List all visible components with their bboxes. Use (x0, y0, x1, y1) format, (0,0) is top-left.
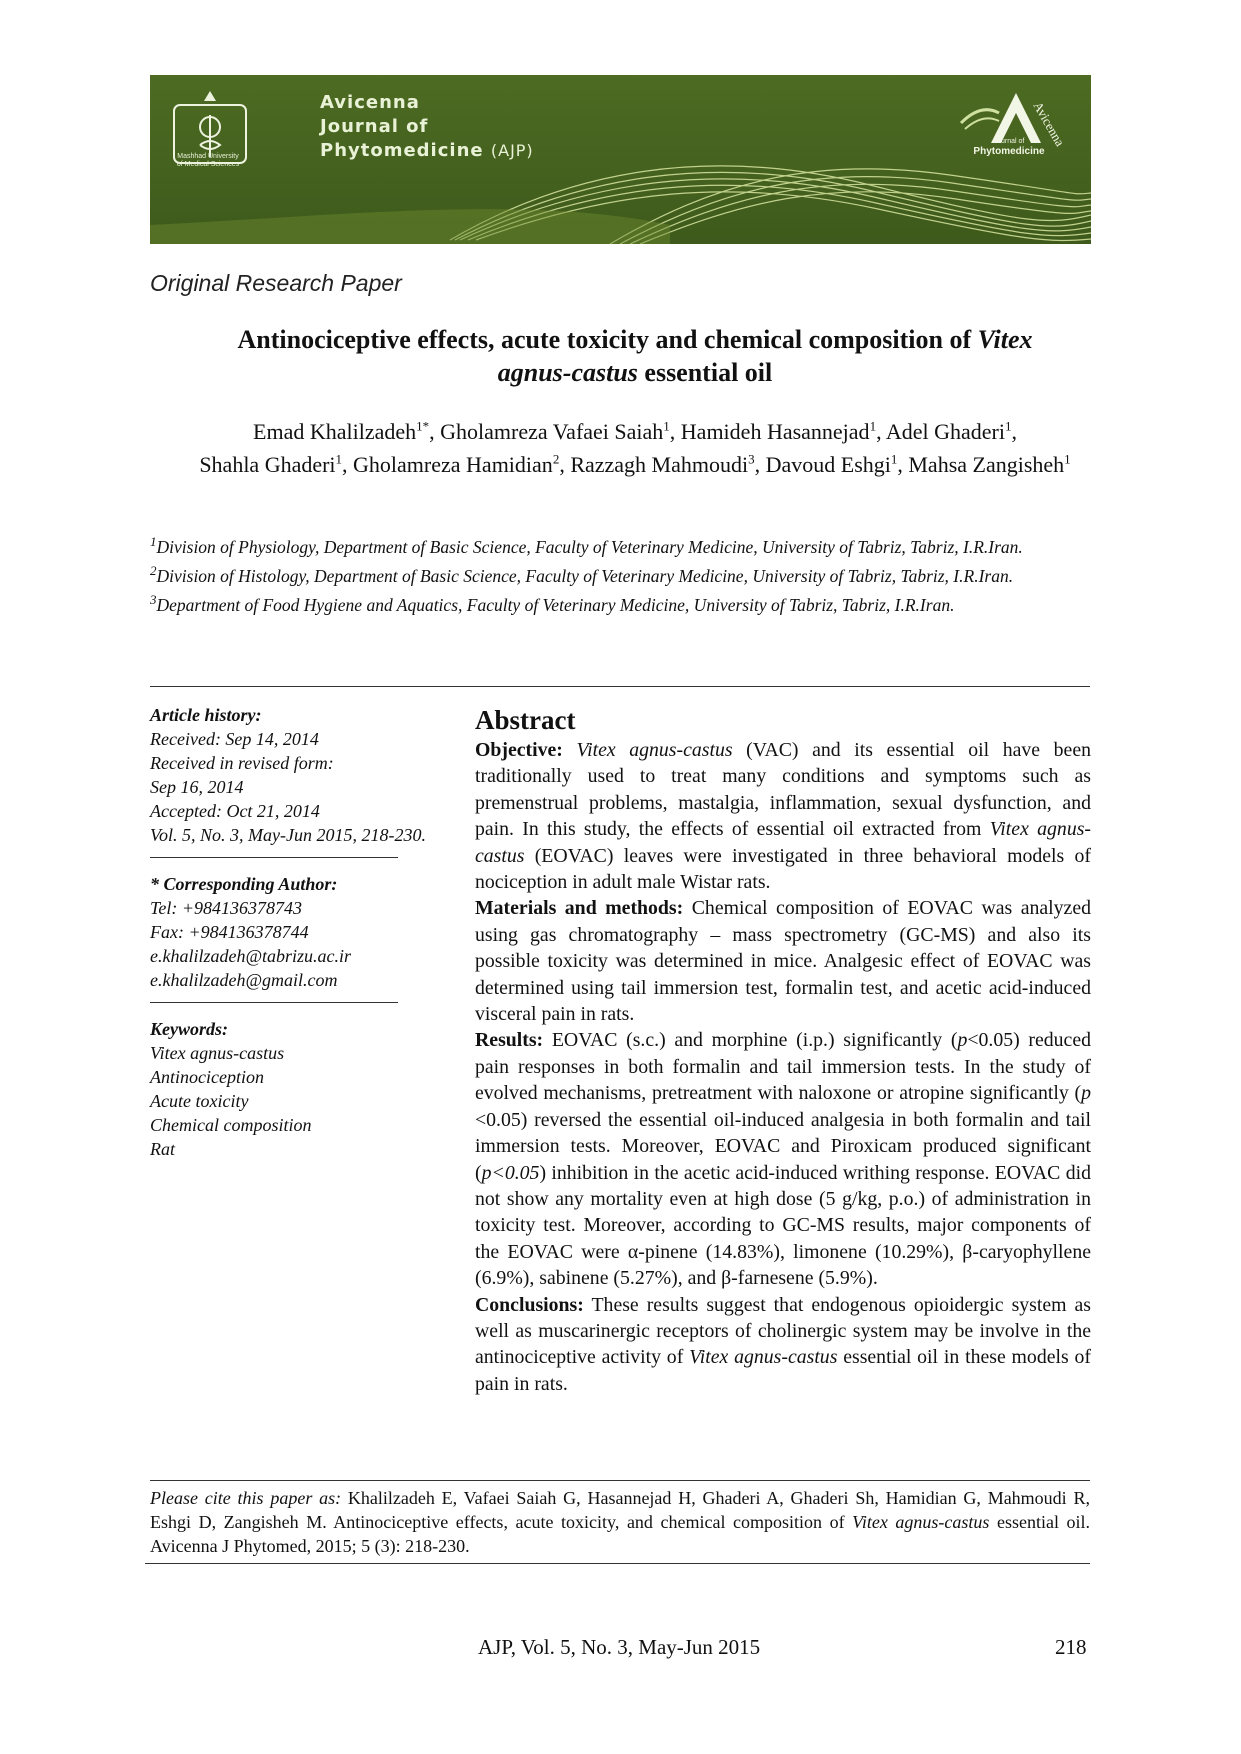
article-history: Article history: Received: Sep 14, 2014 Received in revised form: Sep 16, 2014 Accepted: Oct 21, 2014 Vol. 5, No. 3, May-Jun 2015, 218-230. (150, 705, 426, 845)
author: Emad Khalilzadeh$^{1*}$, (253, 419, 441, 445)
email[interactable]: e.khalilzadeh@gmail.com (150, 970, 338, 990)
citation: Please cite this paper as: Khalilzadeh E, Vafaei Saiah G, Hasannejad H, Ghaderi A, Ghaderi Sh, Hamidian G, Mahmoudi R, Eshgi D, Zangisheh M. Antinociceptive effects, acute toxicity, and chemical composition of Vitex agnus-castus essential oil. Avicenna J Phytomed, 2015; 5 (3): 218-230. (150, 1488, 1091, 1556)
sidebar-divider (150, 1002, 398, 1003)
abstract-conclusions: Conclusions: These results suggest that endogenous opioidergic system as well as muscarinergic receptors of cholinergic system may be involve in the antinociceptive activity of Vitex agnus-castus essential oil in these models of pain in rats. (475, 1293, 1091, 1395)
email[interactable]: e.khalilzadeh@tabrizu.ac.ir (150, 946, 352, 966)
right-logo-text: Journal of Phytomedicine (973, 138, 1045, 157)
abstract-results: Results: EOVAC (s.c.) and morphine (i.p.) significantly (p<0.05) reduced pain responses in both formalin and tail immersion tests. In the study of evolved mechanisms, pretreatment with naloxone or atropine significantly (p <0.05) reversed the essential oil-induced analgesia in both formalin and tail immersion tests. Moreover, EOVAC and Piroxicam produced significant (p<0.05) inhibition in the acetic acid-induced writhing response. EOVAC did not show any mortality even at high dose (5 g/kg, p.o.) of administration in toxicity test. Moreover, according to GC-MS results, major components of the EOVAC were α-pinene (14.83%), limonene (10.29%), β-caryophyllene (6.9%), sabinene (5.27%), and β-farnesene (5.9%). (475, 1029, 1092, 1290)
affiliation: $^1$Division of Physiology, Department of Basic Science, Faculty of Veterinary Medicine, University of Tabriz, Tabriz, I.R.Iran. (150, 534, 1023, 557)
affiliation: $^3$Department of Food Hygiene and Aquatics, Faculty of Veterinary Medicine, University of Tabriz, Tabriz, I.R.Iran. (150, 591, 955, 615)
author: Gholamreza Hamidian$^2$, (353, 451, 571, 477)
footer-journal: AJP, Vol. 5, No. 3, May-Jun 2015 (478, 1635, 761, 1659)
paper-title: Antinociceptive effects, acute toxicity and chemical composition of Vitex agnus-castus essential oil (237, 325, 1033, 387)
article-sidebar (150, 703, 430, 1161)
citation-top-divider (150, 1480, 1090, 1481)
abstract (475, 703, 1091, 1397)
author: Mahsa Zangisheh$^1$ (908, 451, 1071, 477)
corresponding-author: * Corresponding Author: Tel: +984136378743 Fax: +984136378744 e.khalilzadeh@tabrizu.ac.ir e.khalilzadeh@gmail.com (150, 872, 430, 992)
journal-banner (150, 75, 1091, 244)
citation-bottom-divider (145, 1563, 1090, 1564)
page-number: 218 (1055, 1635, 1087, 1659)
affiliation: $^2$Division of Histology, Department of Basic Science, Faculty of Veterinary Medicine, University of Tabriz, Tabriz, I.R.Iran. (150, 562, 1014, 586)
affiliations (150, 530, 1090, 616)
svg-text:Avicenna: Avicenna (1030, 99, 1068, 149)
seal-caption: Mashhad University of Medical Sciences (176, 153, 240, 168)
abstract-heading: Abstract (475, 705, 576, 735)
author: Adel Ghaderi$^1$, (885, 419, 1017, 445)
author: Razzagh Mahmoudi$^3$, (570, 451, 766, 477)
abstract-objective: Objective: Vitex agnus-castus (VAC) and its essential oil have been traditionally used to treat many conditions and symptoms such as premenstrual problems, mastalgia, inflammation, sexual dysfunction, and pain. In this study, the effects of essential oil extracted from Vitex agnus-castus (EOVAC) leaves were investigated in three behavioral models of nociception in adult male Wistar rats. (475, 739, 1091, 894)
author: Hamideh Hasannejad$^1$, (680, 419, 886, 445)
author-list (170, 413, 1100, 478)
author: Gholamreza Vafaei Saiah$^1$, (440, 419, 681, 445)
journal-name: Avicenna Journal of Phytomedicine (AJP) (320, 92, 534, 161)
author: Davoud Eshgi$^1$, (765, 451, 909, 477)
sidebar-divider (150, 857, 398, 858)
paper-type: Original Research Paper (150, 270, 402, 296)
author: Shahla Ghaderi$^1$, (199, 451, 354, 477)
keywords: Keywords: Vitex agnus-castus Antinociception Acute toxicity Chemical composition Rat (150, 1019, 312, 1159)
header-divider (150, 686, 1090, 687)
abstract-methods: Materials and methods: Chemical composition of EOVAC was analyzed using gas chromatography – mass spectrometry (GC-MS) and also its possible toxicity was determined in mice. Analgesic effect of EOVAC was determined using tail immersion test, formalin test, and acetic acid-induced visceral pain in rats. (475, 897, 1091, 1026)
